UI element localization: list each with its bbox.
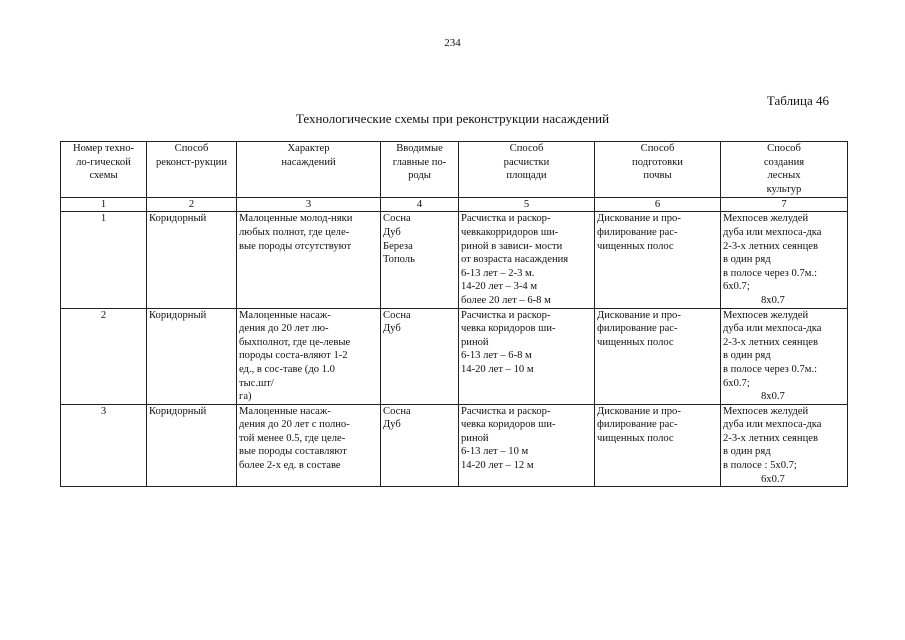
column-number: 1 [61, 198, 147, 212]
column-header-5 [459, 142, 595, 198]
cell-line: породы соста-вляют 1-2 [239, 350, 348, 362]
cell-line: расчистки [503, 156, 550, 168]
cell-line: Береза [383, 240, 413, 252]
cell-culture [721, 212, 848, 308]
cell-line: филирование рас- [597, 323, 678, 335]
cell-line: дуба или мехпоса-дка [723, 323, 822, 335]
reconstruction-schemes-table [60, 141, 848, 487]
cell-line: культур [766, 183, 802, 195]
cell-character [237, 212, 381, 308]
cell-line: 6х0.7; [723, 377, 750, 389]
table-title: Технологические схемы при реконструкции насаждений [295, 111, 610, 126]
cell-line: 8х0.7 [761, 294, 785, 306]
cell-line: роды [408, 170, 431, 182]
cell-line: почвы [643, 170, 672, 182]
cell-line: Способ [174, 143, 209, 154]
cell-line: в один ряд [723, 254, 771, 266]
cell-line: вые породы составляют [239, 446, 347, 458]
cell-line: риной в зависи- мости [461, 240, 563, 252]
cell-line: чевка коридоров ши- [461, 419, 556, 431]
cell-line: подготовки [632, 156, 683, 168]
cell-line: Расчистка и раскор- [461, 213, 551, 225]
cell-line: Дискование и про- [597, 405, 681, 417]
cell-line: дения до 20 лет с полно- [239, 419, 350, 431]
cell-method: Коридорный [147, 308, 237, 404]
cell-line: дуба или мехпоса-дка [723, 226, 822, 238]
cell-line: быхполнот, где це-левые [239, 336, 351, 348]
cell-line: Дуб [383, 226, 401, 238]
cell-species [381, 212, 459, 308]
cell-line: Мехпосев желудей [723, 213, 809, 225]
cell-line: 6-13 лет – 10 м [461, 446, 529, 458]
cell-line: вые породы отсутствуют [239, 240, 352, 252]
column-number: 6 [595, 198, 721, 212]
column-header-1 [61, 142, 147, 198]
cell-soil [595, 308, 721, 404]
cell-species [381, 308, 459, 404]
cell-line: Малоценные насаж- [239, 309, 331, 321]
cell-line: тыс.шт/ [239, 377, 274, 389]
cell-line: Дискование и про- [597, 309, 681, 321]
cell-line: 14-20 лет – 10 м [461, 363, 534, 375]
table-row [61, 212, 848, 308]
column-numbers-row [61, 198, 848, 212]
cell-line: Мехпосев желудей [723, 405, 809, 417]
cell-clearing [459, 308, 595, 404]
cell-clearing [459, 212, 595, 308]
column-header-4 [381, 142, 459, 198]
cell-line: дуба или мехпоса-дка [723, 419, 822, 431]
cell-method: Коридорный [147, 404, 237, 487]
cell-line: риной [461, 432, 489, 444]
cell-line: создания [763, 156, 805, 168]
column-number: 4 [381, 198, 459, 212]
cell-line: ло-гической [76, 156, 131, 168]
cell-line: лесных [767, 170, 801, 182]
table-label: Таблица 46 [766, 93, 829, 108]
cell-line: Дуб [383, 419, 401, 431]
column-number: 7 [721, 198, 848, 212]
cell-line: Сосна [383, 309, 411, 321]
cell-line: Малоценные насаж- [239, 405, 331, 417]
cell-line: 2-3-х летних сеянцев [723, 240, 818, 252]
cell-line: от возраста насаждения [461, 254, 569, 266]
cell-method: Коридорный [147, 212, 237, 308]
cell-line: 6х0.7 [761, 473, 785, 485]
cell-soil [595, 404, 721, 487]
cell-line: филирование рас- [597, 419, 678, 431]
cell-line: чевкакорридоров ши- [461, 226, 559, 238]
cell-line: Характер [287, 143, 330, 154]
cell-line: насаждений [281, 156, 336, 168]
cell-soil [595, 212, 721, 308]
cell-line: в полосе : 5х0.7; [723, 460, 797, 472]
cell-line: Мехпосев желудей [723, 309, 809, 321]
cell-line: чищенных полос [597, 336, 674, 348]
column-number: 5 [459, 198, 595, 212]
cell-line: схемы [89, 170, 118, 182]
page-number: 234 [444, 37, 461, 49]
cell-line: той менее 0.5, где целе- [239, 432, 346, 444]
column-header-6 [595, 142, 721, 198]
column-header-3 [237, 142, 381, 198]
column-number: 3 [237, 198, 381, 212]
cell-clearing [459, 404, 595, 487]
cell-line: в полосе через 0.7м.: [723, 363, 818, 375]
cell-line: 6х0.7; [723, 281, 750, 293]
cell-number: 3 [61, 404, 147, 487]
cell-line: Дуб [383, 323, 401, 335]
cell-line: 2-3-х летних сеянцев [723, 336, 818, 348]
cell-line: филирование рас- [597, 226, 678, 238]
cell-line: 6-13 лет – 6-8 м [461, 350, 532, 362]
cell-line: Расчистка и раскор- [461, 405, 551, 417]
cell-line: в полосе через 0.7м.: [723, 267, 818, 279]
cell-line: в один ряд [723, 350, 771, 362]
table-header-row [61, 142, 848, 198]
cell-culture [721, 404, 848, 487]
column-header-2 [147, 142, 237, 198]
cell-line: Дискование и про- [597, 213, 681, 225]
cell-line: 14-20 лет – 3-4 м [461, 281, 538, 293]
cell-line: Тополь [383, 254, 415, 266]
cell-line: чевка коридоров ши- [461, 323, 556, 335]
cell-species [381, 404, 459, 487]
cell-number: 2 [61, 308, 147, 404]
cell-line: Расчистка и раскор- [461, 309, 551, 321]
column-number: 2 [147, 198, 237, 212]
cell-line: более 20 лет – 6-8 м [461, 294, 551, 306]
cell-line: Сосна [383, 213, 411, 225]
cell-line: риной [461, 336, 489, 348]
cell-line: 14-20 лет – 12 м [461, 460, 534, 472]
table-row [61, 404, 848, 487]
cell-line: более 2-х ед. в составе [239, 460, 341, 472]
cell-line: дения до 20 лет лю- [239, 323, 329, 335]
cell-line: реконст-рукции [155, 156, 228, 168]
cell-number: 1 [61, 212, 147, 308]
column-header-7 [721, 142, 848, 198]
cell-line: ед., в сос-таве (до 1.0 [239, 363, 335, 375]
cell-line: 2-3-х летних сеянцев [723, 432, 818, 444]
table-row [61, 308, 848, 404]
cell-line: Способ [640, 143, 675, 154]
cell-line: чищенных полос [597, 432, 674, 444]
cell-character [237, 308, 381, 404]
cell-culture [721, 308, 848, 404]
cell-line: 6-13 лет – 2-3 м. [461, 267, 535, 279]
cell-line: Сосна [383, 405, 411, 417]
cell-line: Номер техно- [72, 143, 135, 154]
cell-line: Способ [767, 143, 801, 154]
cell-line: Вводимые [396, 143, 443, 154]
cell-line: главные по- [392, 156, 447, 168]
cell-line: Малоценные молод-няки [239, 213, 353, 225]
cell-line: Способ [509, 143, 544, 154]
cell-line: га) [239, 391, 252, 403]
cell-line: в один ряд [723, 446, 771, 458]
cell-line: 8х0.7 [761, 391, 785, 403]
cell-line: чищенных полос [597, 240, 674, 252]
cell-line: любых полнот, где целе- [239, 226, 350, 238]
cell-character [237, 404, 381, 487]
cell-line: площади [506, 170, 547, 182]
